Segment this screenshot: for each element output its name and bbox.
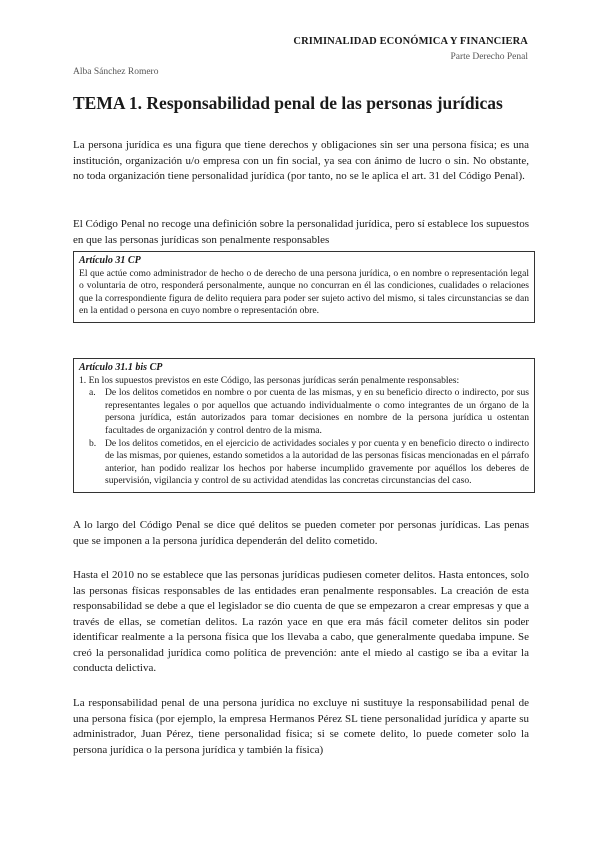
paragraph-history: Hasta el 2010 no se establece que las personas jurídicas pudiesen cometer delitos. Hasta entonces, solo las personas físicas responsables de las entidades eran penalmente responsables. La creación de esta responsabilidad se debe a que el legislador se dio cuenta de que se empezaron a crear empresas y que a través de ellas, se cometían delitos. La razón yace en que era más fácil cometer delitos sin poder identificar realmente a la persona física que los llevaba a cabo, que generalmente quedaba impune. Se creó la personalidad jurídica como política de prevención: ante el miedo al castigo se iba a evitar la conducta delictiva. xyxy=(73,569,529,674)
paragraph-liability: La responsabilidad penal de una persona jurídica no excluye ni sustituye la responsabilidad penal de una persona física (por ejemplo, la empresa Hermanos Pérez SL tiene personalidad jurídica y aparte su administrador, Juan Pérez, tiene personalidad física; si se comete delito, lo puede cometer solo la persona jurídica o la persona jurídica y también la física) xyxy=(73,697,529,756)
article-31-bis-box xyxy=(73,358,535,493)
paragraph-code-intro: El Código Penal no recoge una definición sobre la personalidad jurídica, pero sí establece los supuestos en que las personas jurídicas son penalmente responsables xyxy=(73,218,529,246)
course-title: CRIMINALIDAD ECONÓMICA Y FINANCIERA xyxy=(293,36,528,47)
list-item-text: De los delitos cometidos, en el ejercicio de actividades sociales y por cuenta y en beneficio directo o indirecto de las mismas, por quienes, estando sometidos a la autoridad de las personas físicas mencionadas en el párrafo anterior, han podido realizar los hechos por haberse incumplido gravemente por aquéllos los deberes de supervisión, vigilancia y control de su actividad atendidas las concretas circunstancias del caso. xyxy=(105,437,529,487)
article-31-text: El que actúe como administrador de hecho o de derecho de una persona jurídica, o en nombre o representación legal o voluntaria de otro, responderá personalmente, aunque no concurran en él las condiciones, cualidades o relaciones que la correspondiente figura de delito requiera para poder ser sujeto activo del mismo, si tales circunstancias se dan en la entidad o persona en cuyo nombre o representación obre. xyxy=(79,267,529,317)
list-item-label: b. xyxy=(89,437,97,449)
list-item xyxy=(79,438,529,488)
list-item-label: a. xyxy=(89,387,96,399)
list-item xyxy=(79,387,529,437)
article-31-bis-intro: 1. En los supuestos previstos en este Código, las personas jurídicas serán penalmente responsables: xyxy=(79,374,460,386)
article-31-box xyxy=(73,251,535,323)
article-31-bis-title: Artículo 31.1 bis CP xyxy=(79,362,163,373)
paragraph-crimes: A lo largo del Código Penal se dice qué delitos se pueden cometer por personas jurídicas. Las penas que se imponen a la persona jurídica dependerán del delito cometido. xyxy=(73,519,529,547)
article-31-title: Artículo 31 CP xyxy=(79,255,141,266)
page-title: TEMA 1. Responsabilidad penal de las personas jurídicas xyxy=(73,93,503,113)
course-subtitle: Parte Derecho Penal xyxy=(450,52,528,62)
paragraph-definition: La persona jurídica es una figura que tiene derechos y obligaciones sin ser una persona física; es una institución, organización u/o empresa con un fin social, ya sea con ánimo de lucro o sin. No obstante, no toda organización tiene personalidad jurídica (por tanto, no se le aplica el art. 31 del Código Penal). xyxy=(73,139,529,182)
author-name: Alba Sánchez Romero xyxy=(73,67,159,77)
list-item-text: De los delitos cometidos en nombre o por cuenta de las mismas, y en su beneficio directo o indirecto, por sus representantes legales o por aquellos que actuando individualmente o como integrantes de un órgano de la persona jurídica, están autorizados para tomar decisiones en nombre de la persona jurídica u ostentan facultades de organización y control dentro de la misma. xyxy=(105,387,529,436)
